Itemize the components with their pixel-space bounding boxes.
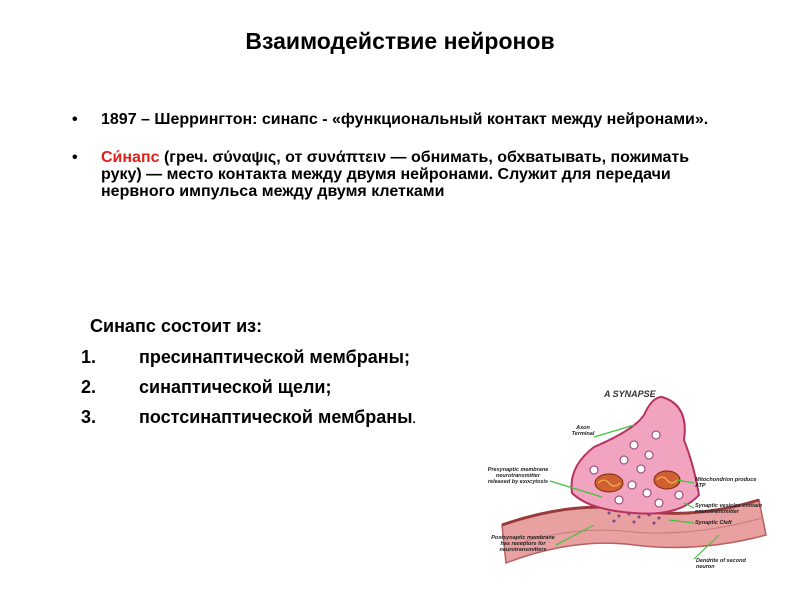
component-text: синаптической щели; bbox=[139, 377, 332, 397]
component-item bbox=[81, 376, 416, 406]
label-synaptic-cleft: Synaptic Cleft bbox=[695, 520, 732, 526]
label-postsynaptic-membrane: Postsynaptic membrane has receptors for neurotransmitters bbox=[491, 535, 555, 553]
figure-title: A SYNAPSE bbox=[604, 389, 656, 399]
component-text: пресинаптической мембраны; bbox=[139, 347, 410, 367]
label-presynaptic-membrane: Presynaptic membrane neurotransmitter released by exocytosis bbox=[487, 467, 549, 485]
component-item bbox=[81, 406, 416, 436]
component-number: 1. bbox=[81, 347, 97, 367]
bullet-list bbox=[72, 111, 732, 221]
bullet-item-sherrington bbox=[72, 111, 732, 128]
label-axon-terminal: Axon Terminal bbox=[571, 425, 595, 437]
bullet-text: (греч. σύναψις, от συνάπτειν — обнимать, обхватывать, пожимать руку) — место контакта между двумя нейронами. Служит для передачи нервного импульса между двумя клетками bbox=[101, 149, 690, 200]
component-number: 2. bbox=[81, 377, 97, 397]
components-heading: Синапс состоит из: bbox=[90, 316, 263, 336]
bullet-marker: • bbox=[72, 111, 78, 128]
component-text: постсинаптической мембраны bbox=[139, 407, 413, 427]
components-list bbox=[81, 346, 416, 436]
bullet-item-synapse-definition bbox=[72, 149, 732, 200]
component-number: 3. bbox=[81, 407, 97, 427]
label-mitochondrion: Mitochondrion produce ATP bbox=[695, 477, 757, 489]
synapse-term: Си́напс bbox=[101, 149, 160, 166]
synapse-figure bbox=[484, 385, 774, 580]
label-dendrite: Dendrite of second neuron bbox=[696, 558, 746, 570]
component-end-mark: . bbox=[412, 412, 416, 426]
bullet-text: 1897 – Шеррингтон: синапс - «функциональный контакт между нейронами». bbox=[101, 111, 709, 128]
component-item bbox=[81, 346, 416, 376]
slide-title: Взаимодействие нейронов bbox=[245, 28, 555, 54]
bullet-marker: • bbox=[72, 149, 78, 166]
label-synaptic-vesicles: Synaptic vesicles contain neurotransmitter bbox=[695, 503, 762, 515]
